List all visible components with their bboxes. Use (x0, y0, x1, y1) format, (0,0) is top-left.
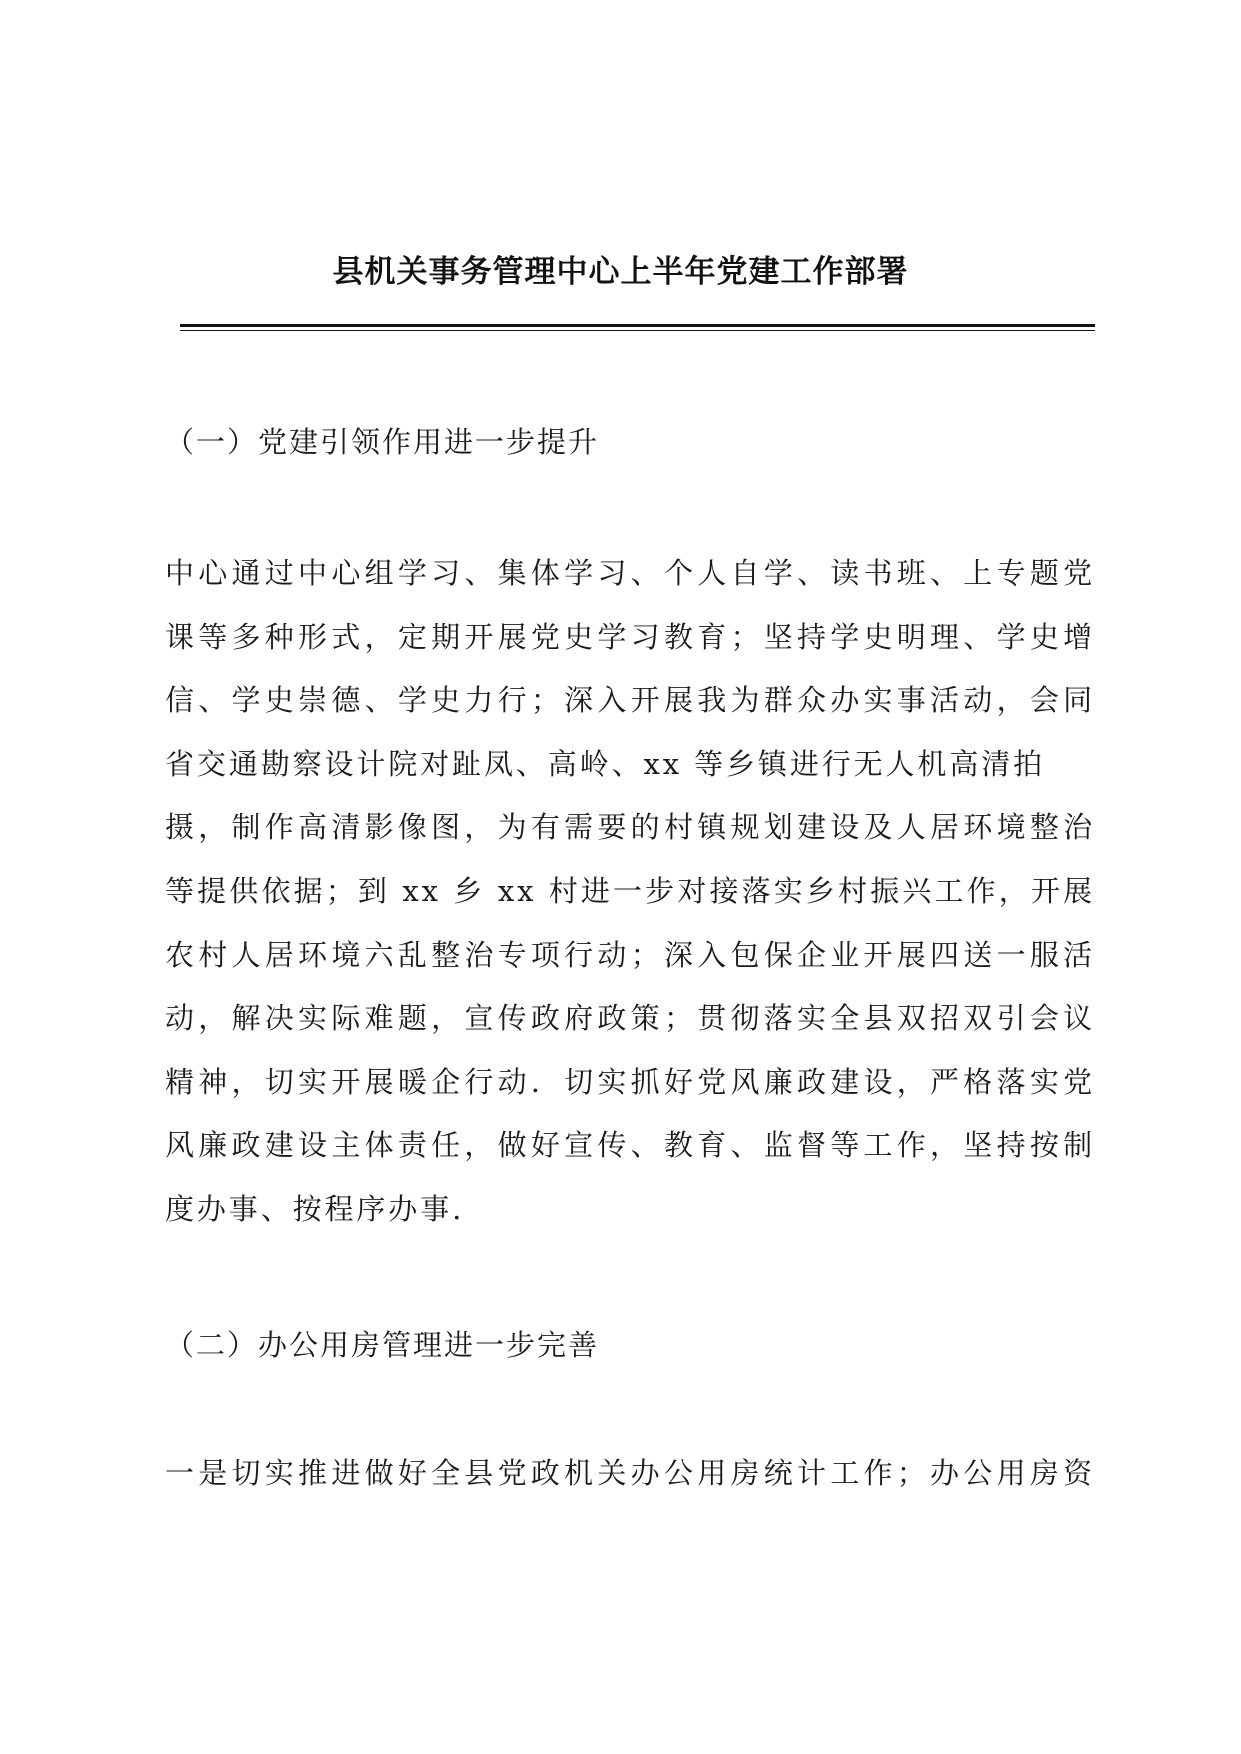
paragraph-line: 农村人居环境六乱整治专项行动；深入包保企业开展四送一服活 (165, 937, 1095, 972)
section-1-heading: （一）党建引领作用进一步提升 (165, 425, 600, 459)
title-rule-thick (180, 324, 1095, 327)
paragraph-line: 风廉政建设主体责任，做好宣传、教育、监督等工作，坚持按制 (165, 1128, 1095, 1163)
section-2-heading: （二）办公用房管理进一步完善 (165, 1328, 600, 1362)
title-rule-thin (180, 330, 1095, 331)
section-2-paragraph (165, 1442, 1095, 1506)
document-title: 县机关事务管理中心上半年党建工作部署 (332, 254, 909, 290)
paragraph-line: 信、学史崇德、学史力行；深入开展我为群众办实事活动，会同 (165, 683, 1095, 718)
paragraph-line: 动，解决实际难题，宣传政府政策；贯彻落实全县双招双引会议 (165, 1001, 1095, 1036)
paragraph-line: 摄，制作高清影像图，为有需要的村镇规划建设及人居环境整治 (165, 810, 1095, 845)
paragraph-line: 等提供依据；到 xx 乡 xx 村进一步对接落实乡村振兴工作，开展 (165, 873, 1095, 908)
paragraph-line: 中心通过中心组学习、集体学习、个人自学、读书班、上专题党 (165, 556, 1095, 590)
paragraph-line: 省交通勘察设计院对趾凤、高岭、xx 等乡镇进行无人机高清拍 (165, 746, 1046, 781)
section-1-paragraph (165, 542, 1095, 1242)
paragraph-line: 一是切实推进做好全县党政机关办公用房统计工作；办公用房资 (165, 1456, 1095, 1490)
paragraph-line: 精神，切实开展暖企行动．切实抓好党风廉政建设，严格落实党 (165, 1064, 1095, 1099)
paragraph-line: 课等多种形式，定期开展党史学习教育；坚持学史明理、学史增 (165, 619, 1095, 654)
paragraph-line: 度办事、按程序办事. (165, 1191, 465, 1226)
